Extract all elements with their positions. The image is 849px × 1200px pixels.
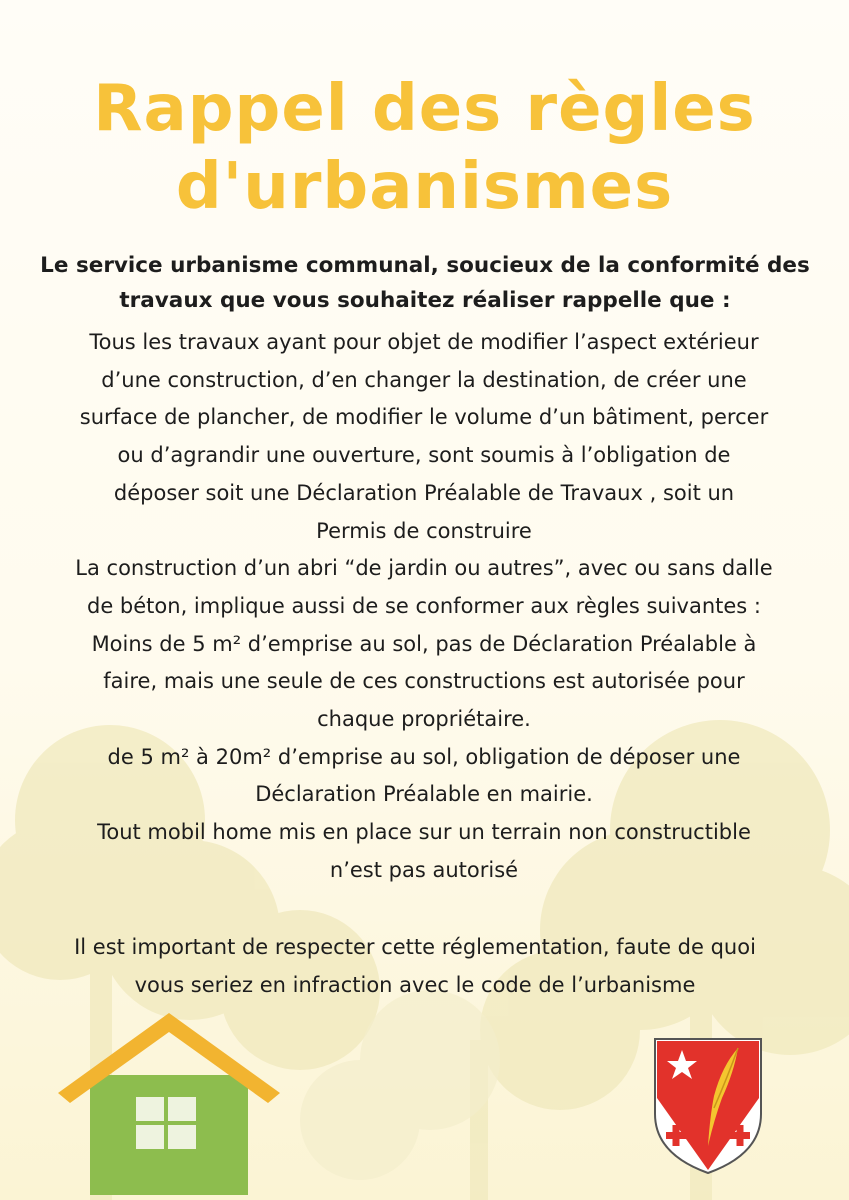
closing-line: Il est important de respecter cette réglementation, faute de quoi <box>74 935 756 959</box>
rule-line: Tout mobil home mis en place sur un terrain non constructible <box>97 820 751 845</box>
rule-line: de béton, implique aussi de se conformer aux règles suivantes : <box>87 593 761 618</box>
rule-line: faire, mais une seule de ces constructions est autorisée pour <box>103 669 745 694</box>
rule-line: surface de plancher, de modifier le volume d’un bâtiment, percer <box>79 405 769 430</box>
intro-line: travaux que vous souhaitez réaliser rappelle que : <box>119 288 731 313</box>
rule-line: Tous les travaux ayant pour objet de modifier l’aspect extérieur <box>89 330 759 354</box>
rule-line: ou d’agrandir une ouverture, sont soumis à l’obligation de <box>117 443 731 468</box>
rule-line: déposer soit une Déclaration Préalable de Travaux , soit un <box>113 480 735 505</box>
rules-paragraph <box>14 324 834 890</box>
rule-line: Permis de construire <box>316 518 532 543</box>
closing-line: vous seriez en infraction avec le code de l’urbanisme <box>134 973 696 997</box>
intro-paragraph <box>30 248 820 318</box>
closing-paragraph <box>0 928 830 1004</box>
rule-line: n’est pas autorisé <box>329 857 519 882</box>
house-icon <box>58 1005 288 1195</box>
rule-line: de 5 m² à 20m² d’emprise au sol, obligation de déposer une <box>107 744 741 769</box>
intro-line: Le service urbanisme communal, soucieux de la conformité des <box>40 253 810 278</box>
page-title-line-2: d'urbanismes <box>175 150 674 224</box>
rule-line: Moins de 5 m² d’emprise au sol, pas de Déclaration Préalable à <box>91 631 757 656</box>
coat-of-arms-icon <box>652 1036 764 1176</box>
page-title-line-1: Rappel des règles <box>93 72 756 146</box>
rule-line: chaque propriétaire. <box>317 707 531 732</box>
rule-line: Déclaration Préalable en mairie. <box>255 782 593 807</box>
rule-line: La construction d’un abri “de jardin ou autres”, avec ou sans dalle <box>75 556 773 581</box>
rule-line: d’une construction, d’en changer la destination, de créer une <box>101 367 747 392</box>
